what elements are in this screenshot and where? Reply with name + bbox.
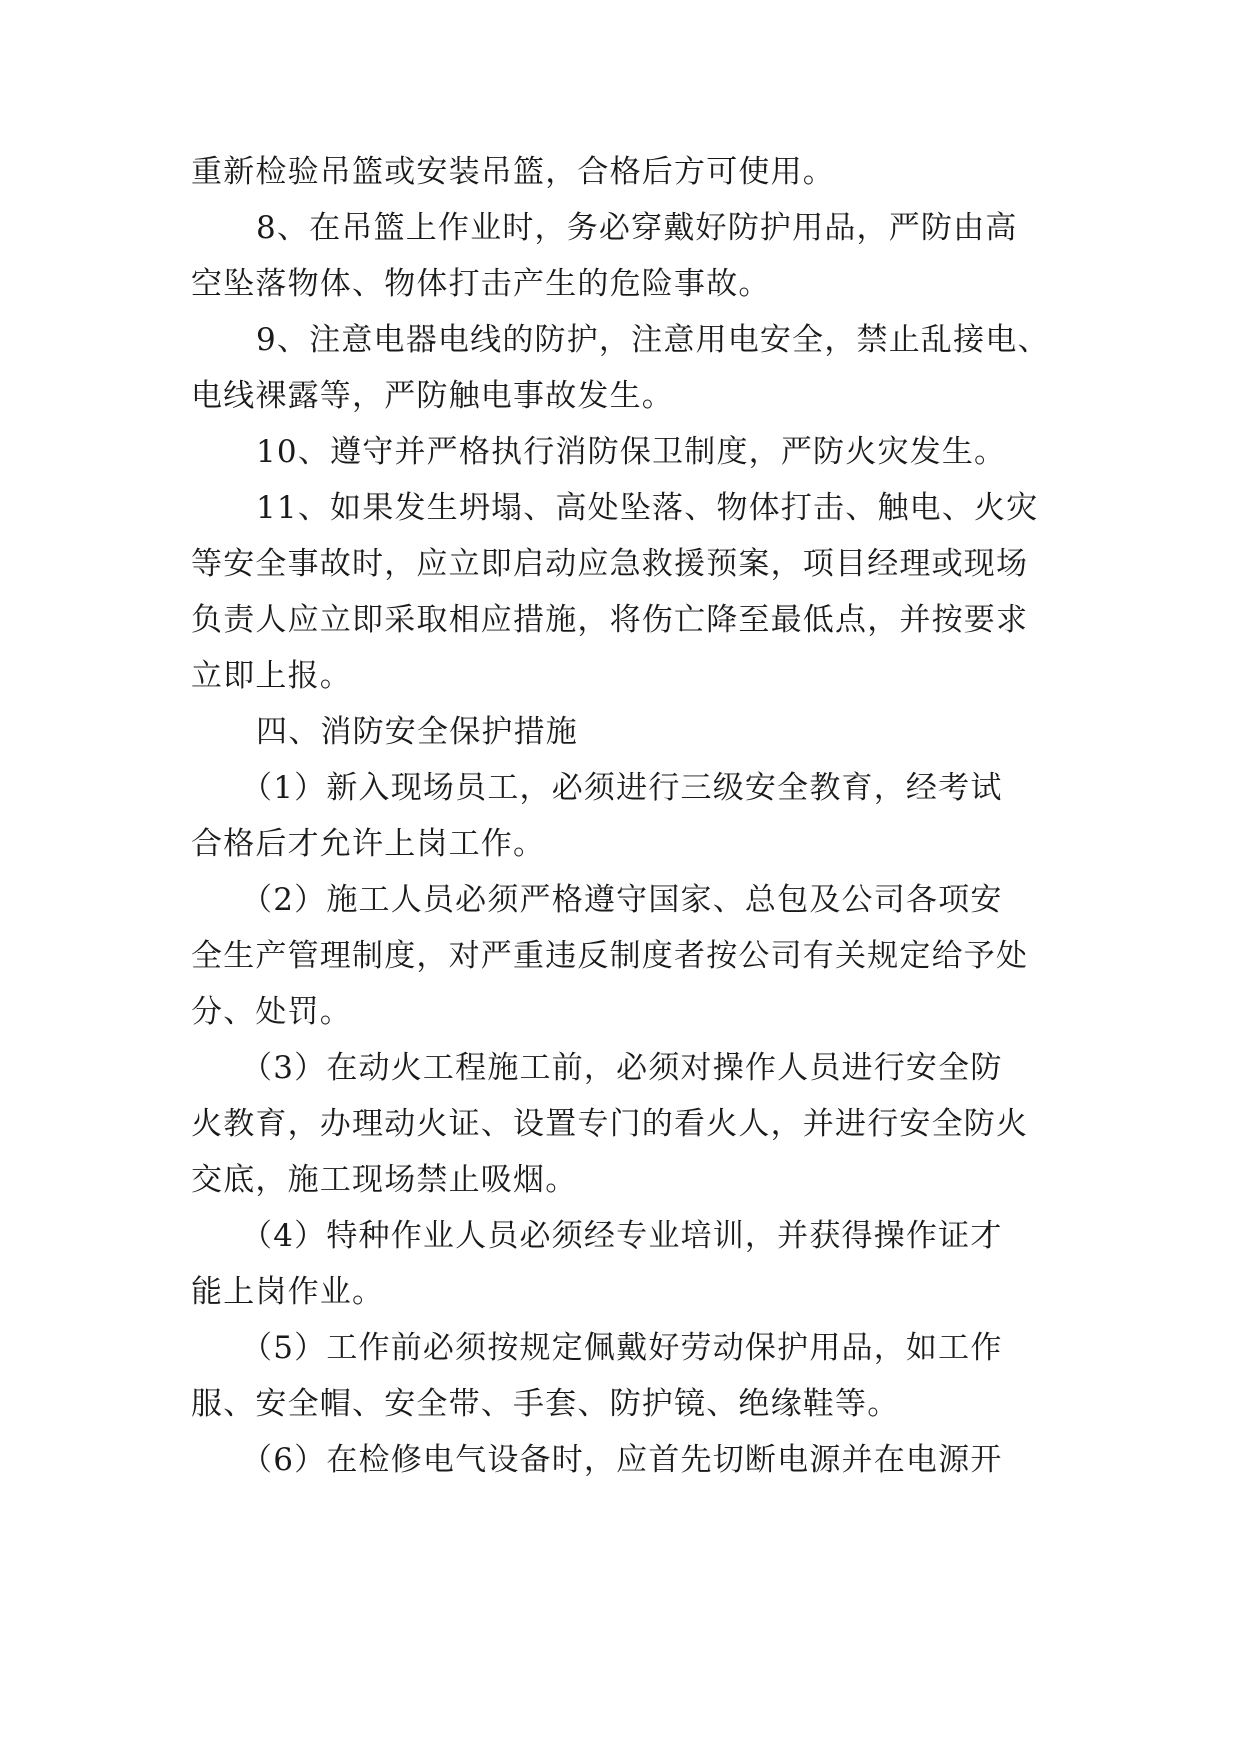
- text-line: 全生产管理制度，对严重违反制度者按公司有关规定给予处: [191, 938, 1029, 974]
- text-line: 火教育，办理动火证、设置专门的看火人，并进行安全防火: [191, 1106, 1029, 1142]
- text-line: 合格后才允许上岗工作。: [191, 826, 546, 862]
- text-line: 负责人应立即采取相应措施，将伤亡降至最低点，并按要求: [191, 602, 1029, 638]
- text-line: 8、在吊篮上作业时，务必穿戴好防护用品，严防由高: [256, 210, 1018, 246]
- text-line: 服、安全帽、安全带、手套、防护镜、绝缘鞋等。: [191, 1386, 900, 1422]
- text-line: 交底，施工现场禁止吸烟。: [191, 1162, 578, 1198]
- text-line: （3）在动火工程施工前，必须对操作人员进行安全防: [241, 1050, 1003, 1086]
- text-line: 电线裸露等，严防触电事故发生。: [191, 378, 674, 414]
- text-line: （6）在检修电气设备时，应首先切断电源并在电源开: [241, 1442, 1003, 1478]
- text-line: 11、如果发生坍塌、高处坠落、物体打击、触电、火灾: [256, 490, 1039, 526]
- text-line: （5）工作前必须按规定佩戴好劳动保护用品，如工作: [241, 1330, 1003, 1366]
- text-line: 重新检验吊篮或安装吊篮，合格后方可使用。: [191, 154, 835, 190]
- text-line: 能上岗作业。: [191, 1274, 385, 1310]
- text-line: （1）新入现场员工，必须进行三级安全教育，经考试: [241, 770, 1003, 806]
- text-line: 等安全事故时，应立即启动应急救援预案，项目经理或现场: [191, 546, 1029, 582]
- text-line: 10、遵守并严格执行消防保卫制度，严防火灾发生。: [256, 434, 1007, 470]
- section-heading: 四、消防安全保护措施: [256, 714, 578, 750]
- text-line: （2）施工人员必须严格遵守国家、总包及公司各项安: [241, 882, 1003, 918]
- text-line: 分、处罚。: [191, 994, 352, 1030]
- text-line: 立即上报。: [191, 658, 352, 694]
- text-line: 9、注意电器电线的防护，注意用电安全，禁止乱接电、: [256, 322, 1050, 358]
- text-line: 空坠落物体、物体打击产生的危险事故。: [191, 266, 771, 302]
- text-line: （4）特种作业人员必须经专业培训，并获得操作证才: [241, 1218, 1003, 1254]
